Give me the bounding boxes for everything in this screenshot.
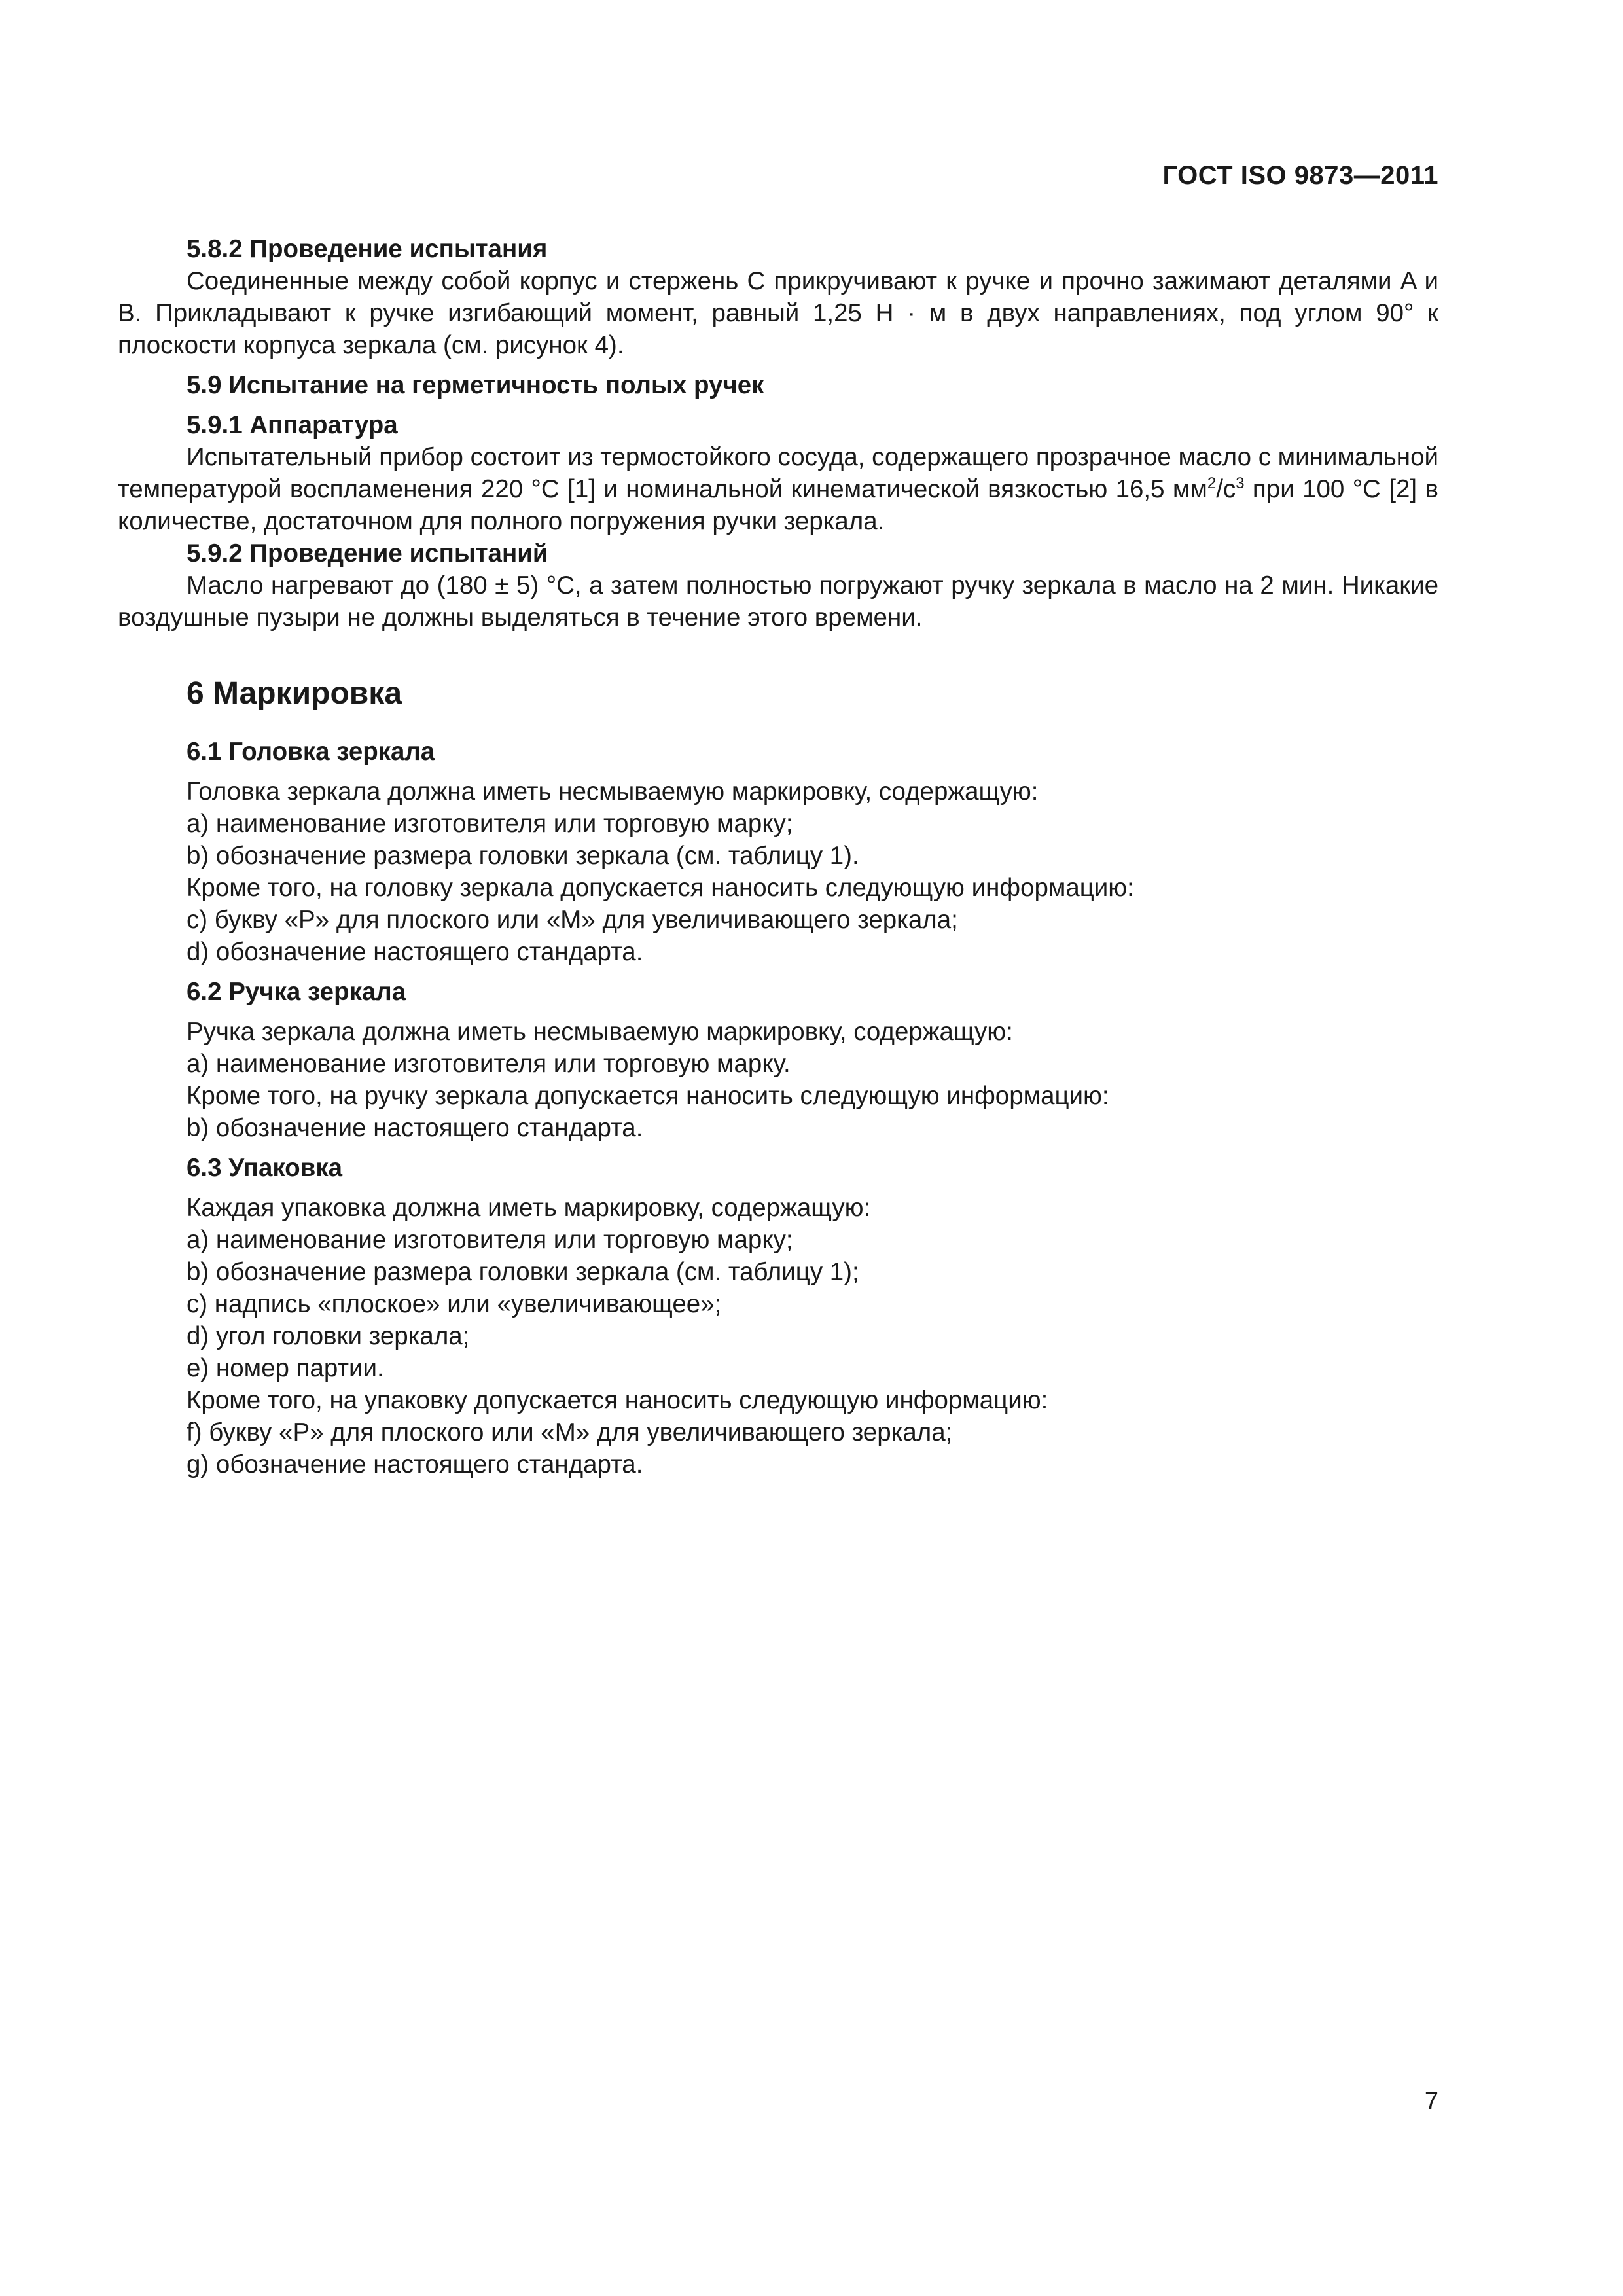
- section-6-3-optional-intro: Кроме того, на упаковку допускается наносить следующую информацию:: [187, 1386, 1048, 1414]
- section-5-9-1-text-part3: при 100 °С [2] в количестве, достаточном для полного погружения ручки зеркала.: [118, 475, 1438, 535]
- list-item: b) обозначение размера головки зеркала (см. таблицу 1).: [187, 842, 859, 870]
- page-number: 7: [1424, 2088, 1438, 2115]
- section-5-9-2-text: Масло нагревают до (180 ± 5) °С, а затем полностью погружают ручку зеркала в масло на 2 мин. Никакие воздушные пузыри не должны выделяться в течение этого времени.: [118, 571, 1438, 632]
- section-6-heading: 6 Маркировка: [187, 676, 402, 711]
- section-5-8-2-text: Соединенные между собой корпус и стержень C прикручивают к ручке и прочно зажимают деталями A и B. Прикладывают к ручке изгибающий момент, равный 1,25 Н · м в двух направлениях, под углом 90° к плоскости корпуса зеркала (см. рисунок 4).: [118, 267, 1438, 359]
- list-item: g) обозначение настоящего стандарта.: [187, 1450, 643, 1479]
- list-item: a) наименование изготовителя или торговую марку;: [187, 810, 793, 838]
- section-6-1-optional-intro: Кроме того, на головку зеркала допускается наносить следующую информацию:: [187, 874, 1134, 902]
- section-5-9-1-text-part2: /с: [1216, 475, 1236, 503]
- list-item: b) обозначение настоящего стандарта.: [187, 1114, 643, 1142]
- list-item: e) номер партии.: [187, 1354, 384, 1382]
- list-item: c) надпись «плоское» или «увеличивающее»;: [187, 1290, 722, 1318]
- superscript-3: 3: [1236, 475, 1245, 492]
- section-6-1-intro: Головка зеркала должна иметь несмываемую маркировку, содержащую:: [187, 778, 1039, 806]
- section-6-3-intro: Каждая упаковка должна иметь маркировку, содержащую:: [187, 1194, 871, 1222]
- section-6-2-intro: Ручка зеркала должна иметь несмываемую маркировку, содержащую:: [187, 1018, 1013, 1046]
- list-item: a) наименование изготовителя или торговую марку.: [187, 1050, 791, 1078]
- section-5-9-1-text-part1: Испытательный прибор состоит из термостойкого сосуда, содержащего прозрачное масло с минимальной температурой воспламенения 220 °С [1] и номинальной кинематической вязкостью 16,5 мм: [118, 443, 1438, 503]
- document-header-id: ГОСТ ISO 9873—2011: [1162, 161, 1438, 190]
- superscript-2: 2: [1207, 475, 1217, 492]
- section-6-2-optional-intro: Кроме того, на ручку зеркала допускается наносить следующую информацию:: [187, 1082, 1109, 1110]
- section-5-9-heading: 5.9 Испытание на герметичность полых ручек: [187, 371, 764, 399]
- list-item: d) угол головки зеркала;: [187, 1322, 470, 1350]
- section-6-1-heading: 6.1 Головка зеркала: [187, 738, 435, 766]
- section-5-9-1-text: [118, 441, 1438, 537]
- section-6-2-heading: 6.2 Ручка зеркала: [187, 978, 406, 1006]
- document-body: [118, 233, 1438, 1480]
- list-item: f) букву «P» для плоского или «M» для увеличивающего зеркала;: [187, 1418, 953, 1446]
- list-item: b) обозначение размера головки зеркала (см. таблицу 1);: [187, 1258, 859, 1286]
- list-item: a) наименование изготовителя или торговую марку;: [187, 1226, 793, 1254]
- section-5-9-2-heading: 5.9.2 Проведение испытаний: [187, 539, 548, 567]
- section-5-8-2-heading: 5.8.2 Проведение испытания: [187, 235, 548, 263]
- section-5-9-1-heading: 5.9.1 Аппаратура: [187, 411, 398, 439]
- section-6-3-heading: 6.3 Упаковка: [187, 1154, 342, 1182]
- list-item: d) обозначение настоящего стандарта.: [187, 938, 643, 966]
- list-item: c) букву «P» для плоского или «M» для увеличивающего зеркала;: [187, 906, 958, 934]
